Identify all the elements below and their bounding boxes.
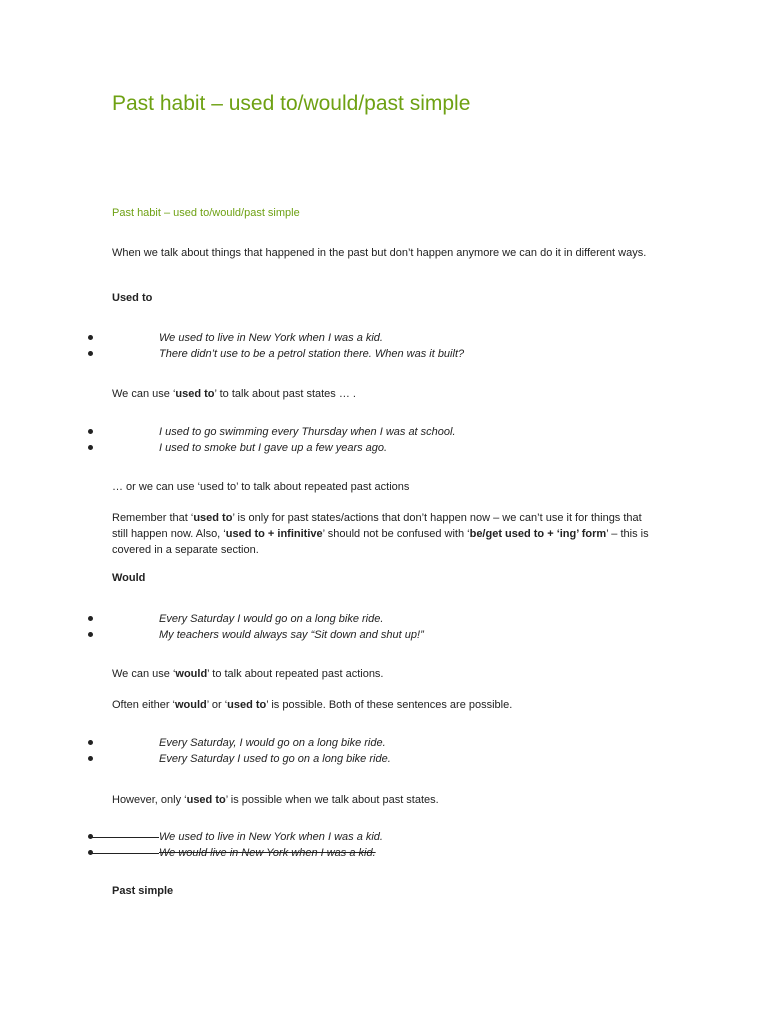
used-to-heading: Used to (112, 292, 153, 304)
bullet-icon (88, 445, 93, 450)
example-sentence: Every Saturday I would go on a long bike ride. (159, 613, 384, 625)
note-bold: would (174, 699, 207, 711)
note-only-used-to (112, 792, 652, 808)
bullet-icon (88, 335, 93, 340)
bullet-icon (88, 756, 93, 761)
remember-bold: be/get used to + ‘ing’ form (469, 528, 607, 540)
list-item (0, 441, 768, 457)
remember-bold: used to + infinitive (225, 528, 323, 540)
connector-line (92, 853, 159, 854)
example-sentence: Every Saturday I used to go on a long bike ride. (159, 753, 391, 765)
bullet-icon (88, 351, 93, 356)
remember-bold: used to (193, 512, 233, 524)
list-item (0, 628, 768, 644)
example-sentence: We used to live in New York when I was a kid. (159, 831, 383, 843)
note-past-states (112, 386, 652, 402)
bullet-icon (88, 429, 93, 434)
note-would (112, 666, 652, 682)
remember-text: ’ – this is covered in a separate section. (112, 528, 649, 556)
list-item (0, 736, 768, 752)
list-item (0, 612, 768, 628)
note-text: ’ is possible when we talk about past states. (225, 794, 439, 806)
remember-text: Remember that ‘ (112, 512, 194, 524)
note-bold: would (175, 668, 208, 680)
note-repeated-actions: … or we can use ‘used to’ to talk about repeated past actions (112, 481, 410, 493)
note-text: However, only ‘ (112, 794, 187, 806)
list-item (0, 846, 768, 862)
note-text: We can use ‘ (112, 388, 176, 400)
example-sentence: We used to live in New York when I was a kid. (159, 332, 383, 344)
struck-example-sentence: We would live in New York when I was a kid. (159, 847, 376, 859)
note-bold: used to (186, 794, 226, 806)
would-heading: Would (112, 572, 146, 584)
note-bold: used to (175, 388, 215, 400)
list-item (0, 425, 768, 441)
past-simple-heading: Past simple (112, 885, 174, 897)
note-text: We can use ‘ (112, 668, 176, 680)
example-sentence: There didn’t use to be a petrol station there. When was it built? (159, 348, 465, 360)
section-heading: Past habit – used to/would/past simple (112, 207, 300, 219)
list-item (0, 347, 768, 363)
list-item (0, 752, 768, 768)
note-text: Often either ‘ (112, 699, 175, 711)
example-sentence: Every Saturday, I would go on a long bike ride. (159, 737, 386, 749)
bullet-icon (88, 616, 93, 621)
list-item (0, 830, 768, 846)
note-bold: used to (227, 699, 267, 711)
bullet-icon (88, 632, 93, 637)
example-sentence: My teachers would always say “Sit down and shut up!” (159, 629, 424, 641)
note-text: ’ is possible. Both of these sentences are possible. (266, 699, 513, 711)
example-sentence: I used to smoke but I gave up a few years ago. (159, 442, 388, 454)
note-text: ’ to talk about past states … . (214, 388, 356, 400)
remember-text: ’ is only for past states/actions that don’t happen now – we can’t use it for things that still happen now. Also, ‘ (112, 512, 642, 540)
note-text: ’ to talk about repeated past actions. (207, 668, 384, 680)
document-title: Past habit – used to/would/past simple (112, 92, 471, 115)
list-item (0, 331, 768, 347)
bullet-icon (88, 740, 93, 745)
remember-paragraph (112, 510, 652, 558)
remember-text: ’ should not be confused with ‘ (322, 528, 470, 540)
note-text: ’ or ‘ (206, 699, 228, 711)
intro-paragraph: When we talk about things that happened in the past but don’t happen anymore we can do it in different ways. (112, 247, 647, 259)
note-either (112, 697, 652, 713)
example-sentence: I used to go swimming every Thursday when I was at school. (159, 426, 456, 438)
connector-line (92, 837, 159, 838)
